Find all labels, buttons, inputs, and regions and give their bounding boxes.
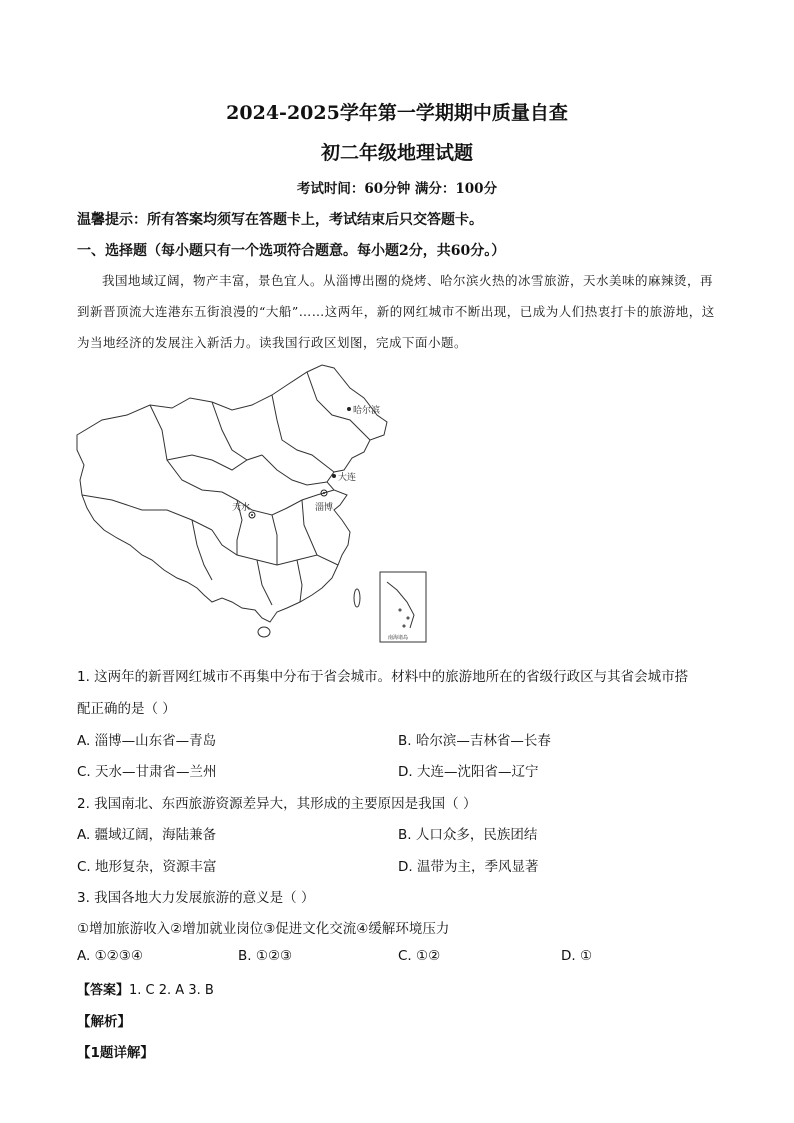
analysis-label: 【解析】	[77, 1014, 131, 1030]
exam-title: 2024-2025学年第一学期期中质量自查	[226, 102, 568, 124]
label-tianshui: 天水	[232, 503, 251, 513]
china-outline	[77, 365, 387, 622]
reading-passage: 我国地域辽阔，物产丰富，景色宜人。从淄博出圈的烧烤、哈尔滨火热的冰雪旅游，天水美味的麻辣烫，再到新晋顶流大连港东五街浪漫的“大船”……这两年，新的网红城市不断出现，已成为人们热衷打卡的旅游地，这为当地经济的发展注入新活力。读我国行政区划图，完成下面小题。	[77, 273, 715, 350]
china-admin-map	[72, 360, 437, 650]
exam-info: 考试时间：60分钟 满分：100分	[296, 181, 498, 197]
q1-option-c: C. 天水—甘肃省—兰州	[77, 764, 217, 780]
q2-option-b: B. 人口众多，民族团结	[398, 827, 538, 843]
exam-subtitle: 初二年级地理试题	[320, 142, 473, 164]
question-3-line1: 3. 我国各地大力发展旅游的意义是（ ）	[77, 890, 315, 906]
exam-tip: 温馨提示：所有答案均须写在答题卡上，考试结束后只交答题卡。	[77, 212, 483, 228]
south-sea-inset	[380, 572, 426, 642]
city-zibo	[315, 490, 333, 513]
inset-label: 南海诸岛	[388, 635, 409, 641]
q2-option-c: C. 地形复杂，资源丰富	[77, 859, 217, 875]
section-title: 一、选择题（每小题只有一个选项符合题意。每小题2分，共60分。）	[77, 243, 506, 259]
q3-option-b: B. ①②③	[238, 948, 293, 964]
label-zibo: 淄博	[315, 503, 334, 513]
question-2-line1: 2. 我国南北、东西旅游资源差异大，其形成的主要原因是我国（ ）	[77, 796, 477, 812]
detail-label: 【1题详解】	[77, 1045, 154, 1061]
city-harbin	[347, 404, 380, 416]
q1-option-a: A. 淄博—山东省—青岛	[77, 733, 217, 749]
question-1-line2: 配正确的是（ ）	[77, 701, 176, 717]
question-3-line2: ①增加旅游收入②增加就业岗位③促进文化交流④缓解环境压力	[77, 921, 450, 937]
q3-option-d: D. ①	[561, 948, 593, 964]
q2-option-d: D. 温带为主，季风显著	[398, 859, 539, 875]
q3-option-c: C. ①②	[398, 948, 441, 964]
answer-text: 1. C 2. A 3. B	[129, 983, 214, 998]
q1-option-b: B. 哈尔滨—吉林省—长春	[398, 733, 551, 749]
q1-option-d: D. 大连—沈阳省—辽宁	[398, 764, 539, 780]
city-dalian	[332, 471, 356, 483]
q3-option-a: A. ①②③④	[77, 948, 143, 964]
q2-option-a: A. 疆域辽阔，海陆兼备	[77, 827, 217, 843]
label-harbin: 哈尔滨	[353, 406, 381, 416]
answer-label: 【答案】	[77, 983, 130, 998]
label-dalian: 大连	[338, 473, 357, 483]
answer-line	[77, 979, 214, 998]
question-1-line1: 1. 这两年的新晋网红城市不再集中分布于省会城市。材料中的旅游地所在的省级行政区与其省会城市搭	[77, 669, 689, 685]
